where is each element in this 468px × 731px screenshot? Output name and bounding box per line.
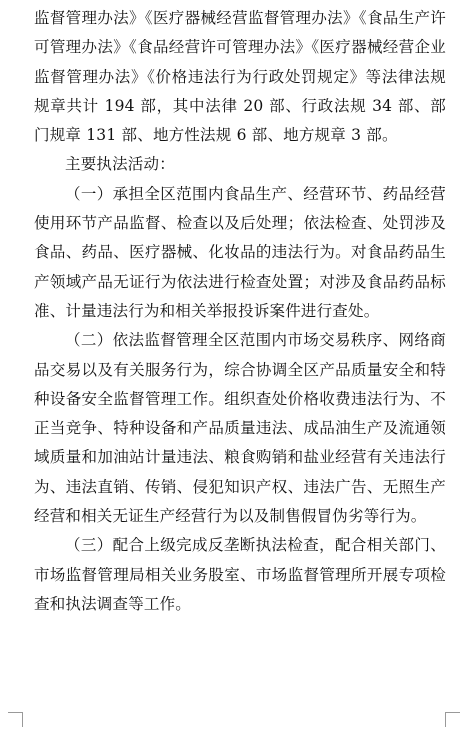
crop-mark-bottom-right xyxy=(445,712,460,727)
paragraph-item-2: （二）依法监督管理全区范围内市场交易秩序、网络商品交易以及有关服务行为，综合协调全区产品质量安全和特种设备安全监督管理工作。组织查处价格收费违法行为、不正当竞争、特种设备和产品质量违法、成品油生产及流通领域质量和加油站计量违法、粮食购销和盐业经营有关违法行为、违法直销、传销、侵犯知识产权、违法广告、无照生产经营和相关无证生产经营行为以及制售假冒伪劣等行为。 xyxy=(34,331,446,526)
paragraph-law-list: 监督管理办法》《医疗器械经营监督管理办法》《食品生产许可管理办法》《食品经营许可管理办法》《医疗器械经营企业监督管理办法》《价格违法行为行政处罚规定》等法律法规规章共计 194 部，其中法律 20 部、行政法规 34 部、部门规章 131 部、地方性法规 6 部、地方规章 3 部。 xyxy=(34,9,446,145)
paragraph-item-3: （三）配合上级完成反垄断执法检查，配合相关部门、市场监督管理局相关业务股室、市场监督管理所开展专项检查和执法调查等工作。 xyxy=(34,536,446,613)
document-body xyxy=(34,4,446,619)
crop-mark-bottom-left xyxy=(8,712,23,727)
section-heading-enforcement: 主要执法活动： xyxy=(65,155,175,174)
paragraph-item-1: （一）承担全区范围内食品生产、经营环节、药品经营使用环节产品监督、检查以及后处理；依法检查、处罚涉及食品、药品、医疗器械、化妆品的违法行为。对食品药品生产领域产品无证行为依法进行检查处置；对涉及食品药品标准、计量违法行为和相关举报投诉案件进行查处。 xyxy=(34,184,446,320)
